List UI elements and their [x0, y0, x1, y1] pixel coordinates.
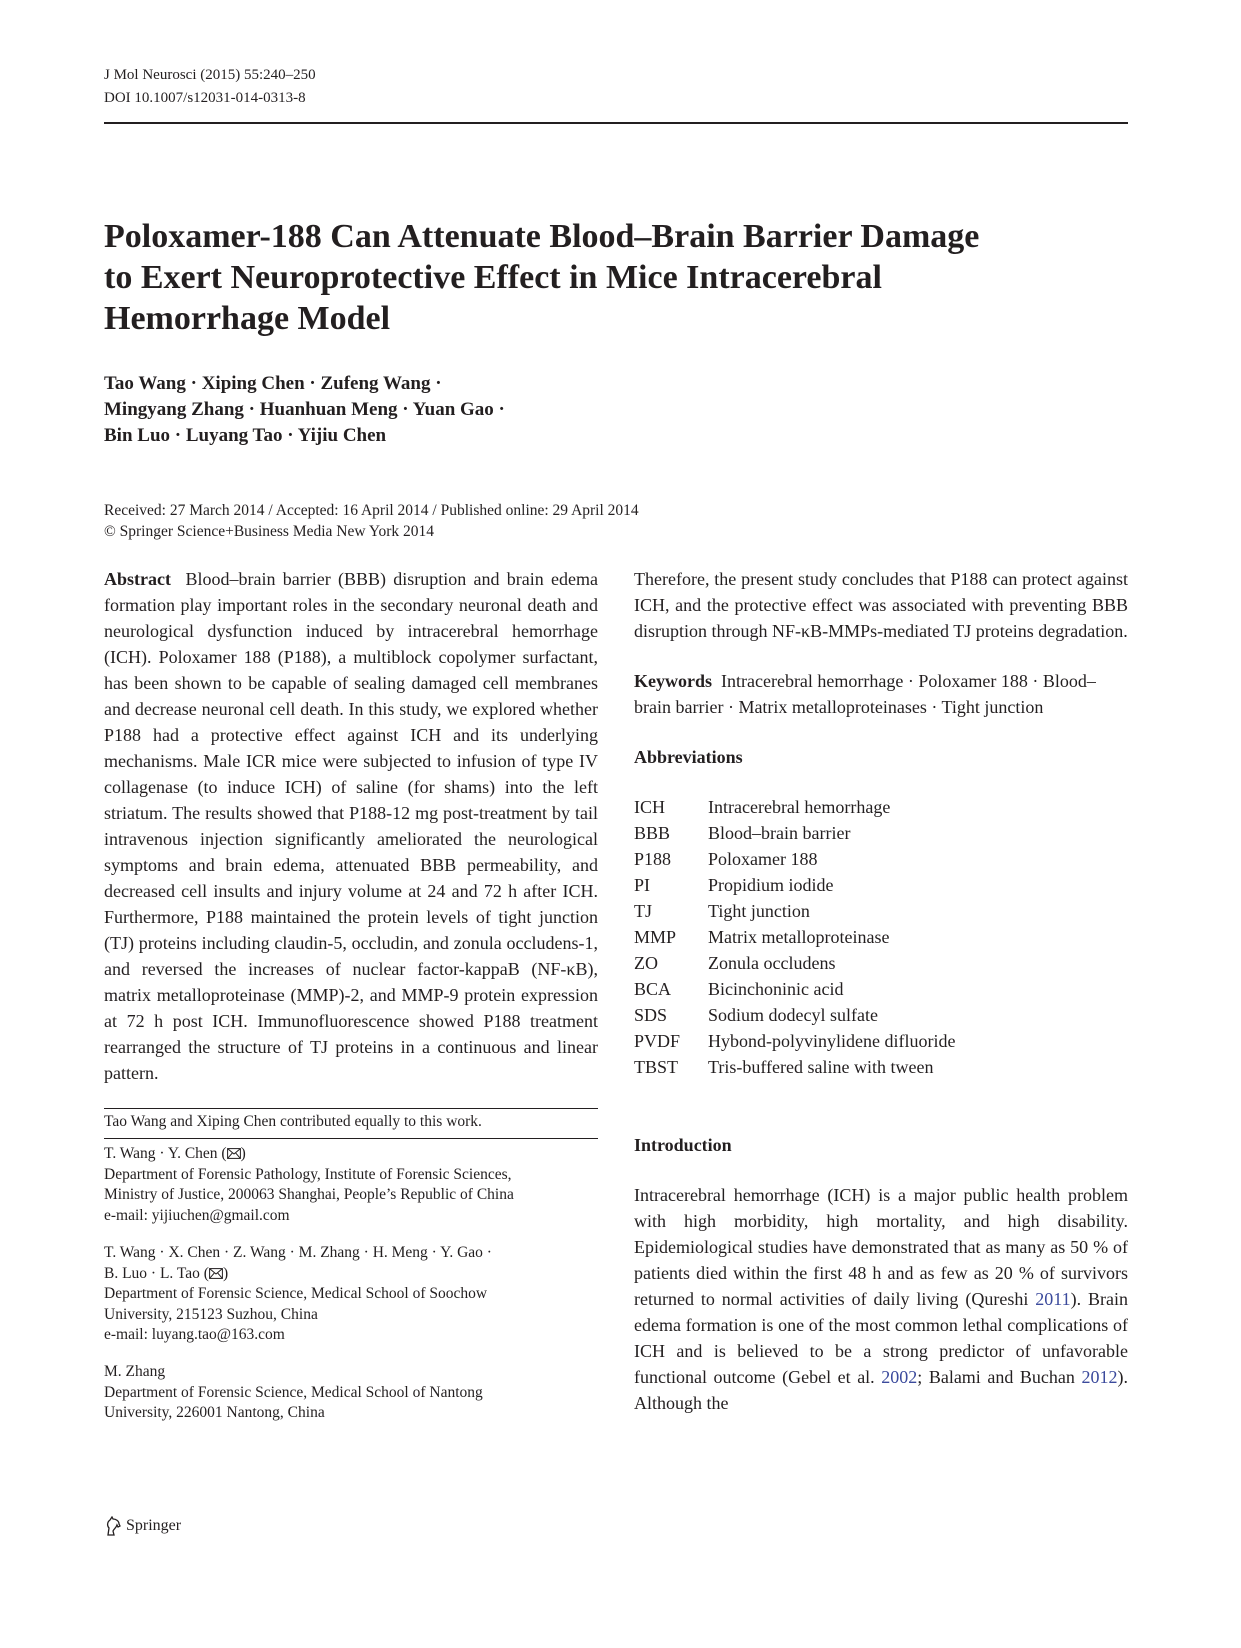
- received-accepted-dates: Received: 27 March 2014 / Accepted: 16 April 2014 / Published online: 29 April 2014: [104, 502, 639, 519]
- springer-logo: [104, 1516, 181, 1536]
- abbreviation-term: MMP: [634, 927, 677, 947]
- abbreviation-definition: Sodium dodecyl sulfate: [708, 1005, 878, 1025]
- footnote-rule-2: [104, 1138, 598, 1139]
- affiliation-1: [104, 1144, 598, 1226]
- copyright-line: © Springer Science+Business Media New York 2014: [104, 523, 435, 540]
- abbreviation-term: BBB: [634, 823, 671, 843]
- affiliation-2: [104, 1243, 598, 1346]
- intro-text-2: ). Brain edema formation is one of the most common lethal complications of ICH and is believed to be a strong predictor of unfavorable functional outcome (Gebel et al.: [634, 1289, 1128, 1387]
- abbreviation-definition: Poloxamer 188: [708, 849, 818, 869]
- abbreviation-row: [634, 898, 955, 924]
- header-rule: [104, 122, 1128, 124]
- introduction-paragraph: [634, 1182, 1128, 1416]
- abbreviation-term: BCA: [634, 979, 672, 999]
- author-line-1: Tao Wang · Xiping Chen · Zufeng Wang ·: [104, 373, 442, 394]
- abbreviation-term: PI: [634, 875, 651, 895]
- abbreviation-term: TJ: [634, 901, 652, 921]
- abbreviation-definition: Bicinchoninic acid: [708, 979, 844, 999]
- journal-header: [104, 64, 316, 110]
- envelope-icon: [209, 1268, 223, 1279]
- affiliation-1-dept: Department of Forensic Pathology, Institute of Forensic Sciences,: [104, 1165, 512, 1183]
- abstract-text: Blood–brain barrier (BBB) disruption and brain edema formation play important roles in the secondary neuronal death and neurological dysfunction induced by intracerebral hemorrhage (ICH). Poloxamer 188 (P188), a multiblock copolymer surfactant, has been shown to be capable of sealing damaged cell membranes and decrease neuronal cell death. In this study, we explored whether P188 had a protective effect against ICH and its underlying mechanisms. Male ICR mice were subjected to infusion of type IV collagenase (to induce ICH) of saline (for shams) into the left striatum. The results showed that P188-12 mg post-treatment by tail intravenous injection significantly ameliorated the neurological symptoms and brain edema, attenuated BBB permeability, and decreased cell insults and injury volume at 24 and 72 h after ICH. Furthermore, P188 maintained the protein levels of tight junction (TJ) proteins including claudin-5, occludin, and zonula occludens-1, and reversed the increases of nuclear factor-kappaB (NF-κB), matrix metalloproteinase (MMP)-2, and MMP-9 protein expression at 72 h post ICH. Immunofluorescence showed P188 treatment rearranged the structure of TJ proteins in a continuous and linear pattern.: [104, 569, 599, 1083]
- abbreviation-definition: Matrix metalloproteinase: [708, 927, 890, 947]
- title-line-2: to Exert Neuroprotective Effect in Mice Intracerebral: [104, 259, 882, 296]
- abbreviation-definition: Hybond-polyvinylidene difluoride: [708, 1031, 956, 1051]
- abbreviation-row: [634, 1002, 955, 1028]
- citation-link-qureshi-2011[interactable]: 2011: [1035, 1289, 1071, 1309]
- abbreviation-definition: Intracerebral hemorrhage: [708, 797, 891, 817]
- affiliation-3-names: M. Zhang: [104, 1363, 166, 1380]
- affiliation-1-names-close: ): [240, 1145, 246, 1162]
- abbreviation-row: [634, 950, 955, 976]
- envelope-icon: [227, 1148, 241, 1159]
- abbreviation-definition: Tight junction: [708, 901, 810, 921]
- abbreviation-definition: Zonula occludens: [708, 953, 836, 973]
- abbreviation-row: [634, 1054, 955, 1080]
- author-line-3: Bin Luo · Luyang Tao · Yijiu Chen: [104, 425, 387, 446]
- abbreviation-definition: Propidium iodide: [708, 875, 834, 895]
- journal-doi: DOI 10.1007/s12031-014-0313-8: [104, 90, 306, 106]
- affiliation-1-names: T. Wang · Y. Chen (: [104, 1145, 227, 1162]
- intro-text-3: ; Balami and Buchan: [917, 1367, 1082, 1387]
- keywords-text: Intracerebral hemorrhage · Poloxamer 188 · Blood–brain barrier · Matrix metalloproteinases · Tight junction: [634, 671, 1096, 717]
- citation-link-balami-2012[interactable]: 2012: [1081, 1367, 1118, 1387]
- abbreviation-row: [634, 820, 955, 846]
- abbreviation-row: [634, 976, 955, 1002]
- affiliation-3: [104, 1362, 598, 1424]
- abbreviation-term: PVDF: [634, 1031, 681, 1051]
- publication-dates: [104, 500, 639, 542]
- affiliation-1-inst: Ministry of Justice, 200063 Shanghai, People’s Republic of China: [104, 1186, 514, 1203]
- affiliation-2-inst: University, 215123 Suzhou, China: [104, 1305, 318, 1323]
- abbreviation-definition: Blood–brain barrier: [708, 823, 851, 843]
- footnote-equal-contribution: Tao Wang and Xiping Chen contributed equally to this work.: [104, 1113, 482, 1130]
- title-line-1: Poloxamer-188 Can Attenuate Blood–Brain Barrier Damage: [104, 218, 980, 255]
- introduction-heading: Introduction: [634, 1135, 732, 1155]
- affiliation-1-email[interactable]: e-mail: yijiuchen@gmail.com: [104, 1206, 290, 1224]
- affiliation-2-dept: Department of Forensic Science, Medical School of Soochow: [104, 1285, 488, 1302]
- affiliation-2-names-line2: B. Luo · L. Tao (: [104, 1264, 209, 1282]
- springer-wordmark: Springer: [126, 1517, 182, 1534]
- abstract-continuation: Therefore, the present study concludes that P188 can protect against ICH, and the protective effect was associated with preventing BBB disruption through NF-κB-MMPs-mediated TJ proteins degradation.: [634, 569, 1128, 641]
- abstract-label: Abstract: [104, 569, 171, 589]
- abbreviation-term: SDS: [634, 1005, 668, 1025]
- right-column: [634, 566, 1128, 1416]
- abstract: [104, 566, 598, 1086]
- citation-link-gebel-2002[interactable]: 2002: [881, 1367, 918, 1387]
- abbreviations-table: [634, 794, 955, 1080]
- affiliation-3-dept: Department of Forensic Science, Medical School of Nantong: [104, 1383, 483, 1401]
- abbreviation-row: [634, 794, 955, 820]
- left-column: [104, 566, 598, 1086]
- abbreviation-term: TBST: [634, 1057, 679, 1077]
- author-list: [104, 371, 505, 449]
- author-line-2: Mingyang Zhang · Huanhuan Meng · Yuan Gao ·: [104, 399, 505, 420]
- abbreviation-row: [634, 846, 955, 872]
- abbreviations-heading: Abbreviations: [634, 747, 743, 767]
- abbreviation-definition: Tris-buffered saline with tween: [708, 1057, 934, 1077]
- intro-text-4: ). Although the: [634, 1367, 1128, 1413]
- springer-horse-icon: [104, 1516, 122, 1536]
- abbreviation-term: ZO: [634, 953, 658, 973]
- abbreviation-term: P188: [634, 849, 672, 869]
- title-line-3: Hemorrhage Model: [104, 300, 391, 337]
- intro-text-1: Intracerebral hemorrhage (ICH) is a major public health problem with high morbidity, high mortality, and high disability. Epidemiological studies have demonstrated that as many as 50 % of patients died within the first 48 h and as few as 20 % of survivors returned to normal activities of daily living (Qureshi: [634, 1185, 1128, 1309]
- affiliation-2-email[interactable]: e-mail: luyang.tao@163.com: [104, 1326, 285, 1343]
- affiliation-2-names-close: ): [222, 1264, 229, 1282]
- journal-citation: J Mol Neurosci (2015) 55:240–250: [104, 67, 316, 83]
- keywords-label: Keywords: [634, 671, 712, 691]
- affiliation-2-names-line1: T. Wang · X. Chen · Z. Wang · M. Zhang · H. Meng · Y. Gao ·: [104, 1244, 492, 1261]
- abbreviation-row: [634, 924, 955, 950]
- affiliation-3-inst: University, 226001 Nantong, China: [104, 1404, 325, 1421]
- abbreviation-term: ICH: [634, 797, 665, 817]
- abbreviation-row: [634, 872, 955, 898]
- abbreviation-row: [634, 1028, 955, 1054]
- keywords: [634, 668, 1128, 720]
- footnote-rule-1: [104, 1108, 598, 1109]
- article-title: [104, 216, 1104, 339]
